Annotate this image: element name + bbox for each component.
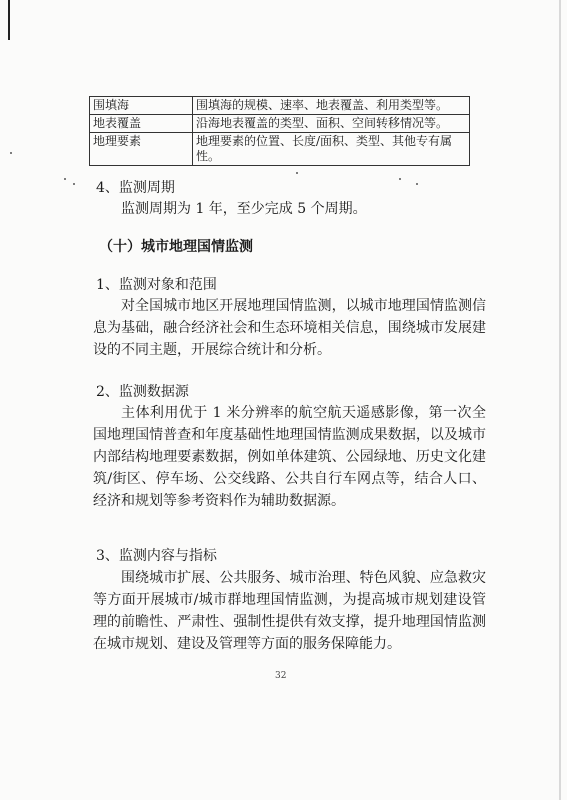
scan-speck bbox=[296, 172, 298, 174]
section-heading: 4、监测周期 bbox=[96, 180, 175, 196]
scan-speck bbox=[64, 178, 66, 180]
page-number: 32 bbox=[275, 671, 287, 681]
paragraph: 主体利用优于 1 米分辨率的航空航天遥感影像，第一次全国地理国情普查和年度基础性地理国情监测成果数据，以及城市内部结构地理要素数据，例如单体建筑、公园绿地、历史文化建筑/街区、停车场、公交线路、公共自行车网点等，结合人口、经济和规划等参考资料作为辅助数据源。 bbox=[93, 405, 486, 509]
table-cell: 沿海地表覆盖的类型、面积、空间转移情况等。 bbox=[193, 115, 470, 133]
paragraph: 监测周期为 1 年，至少完成 5 个周期。 bbox=[121, 201, 367, 217]
scan-speck bbox=[10, 152, 12, 154]
table-cell: 地理要素的位置、长度/面积、类型、其他专有属性。 bbox=[193, 133, 470, 166]
table-cell: 围填海的规模、速率、地表覆盖、利用类型等。 bbox=[193, 97, 470, 115]
table-row bbox=[90, 133, 470, 166]
section-title: （十）城市地理国情监测 bbox=[99, 239, 253, 255]
subsection-heading: 1、监测对象和范围 bbox=[96, 277, 217, 293]
subsection-heading: 2、监测数据源 bbox=[96, 384, 189, 400]
table-row bbox=[90, 97, 470, 115]
paragraph: 对全国城市地区开展地理国情监测，以城市地理国情监测信息为基础，融合经济社会和生态环境相关信息，围绕城市发展建设的不同主题，开展综合统计和分析。 bbox=[93, 298, 486, 358]
scan-edge-mark bbox=[8, 0, 10, 40]
table-cell: 地表覆盖 bbox=[90, 115, 193, 133]
table-cell: 围填海 bbox=[90, 97, 193, 115]
paragraph: 围绕城市扩展、公共服务、城市治理、特色风貌、应急救灾等方面开展城市/城市群地理国情监测，为提高城市规划建设管理的前瞻性、严肃性、强制性提供有效支撑，提升地理国情监测在城市规划、建设及管理等方面的服务保障能力。 bbox=[93, 570, 486, 652]
scan-edge-shadow bbox=[559, 0, 561, 800]
table-cell: 地理要素 bbox=[90, 133, 193, 166]
scan-speck bbox=[73, 183, 75, 185]
table-row bbox=[90, 115, 470, 133]
monitoring-content-table bbox=[89, 96, 470, 166]
scan-speck bbox=[416, 183, 418, 185]
scan-speck bbox=[399, 178, 401, 180]
subsection-heading: 3、监测内容与指标 bbox=[96, 548, 217, 564]
